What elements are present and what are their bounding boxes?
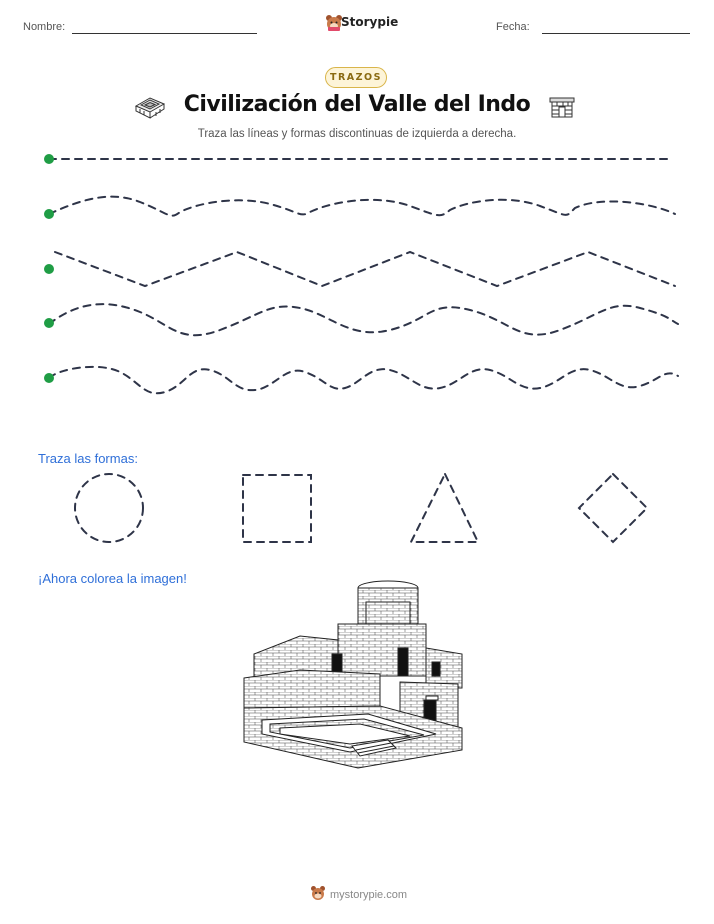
page-subtitle: Traza las líneas y formas discontinuas de izquierda a derecha.: [197, 128, 517, 140]
trace-line-soft-wave: [49, 197, 675, 216]
page-title: Civilización del Valle del Indo: [183, 92, 531, 117]
shapes-heading: Traza las formas:: [38, 451, 138, 466]
name-label: Nombre:: [23, 21, 66, 33]
name-field-line[interactable]: [72, 33, 257, 34]
trace-diamond: [579, 474, 647, 542]
trace-line-bumps: [49, 367, 678, 393]
date-field-line[interactable]: [542, 33, 690, 34]
building-icon: [548, 95, 576, 119]
ruins-icon: [132, 94, 168, 120]
trace-line-zigzag: [55, 252, 675, 286]
footer-bear-icon: [310, 885, 326, 901]
brand-logo: [325, 13, 399, 33]
brand-name: Storypie: [341, 15, 399, 29]
start-dot: [44, 264, 54, 274]
color-heading: ¡Ahora colorea la imagen!: [38, 571, 187, 586]
trace-line-wave: [49, 304, 678, 335]
start-dot: [44, 373, 54, 383]
start-dot: [44, 154, 54, 164]
start-dot: [44, 209, 54, 219]
trace-square: [243, 475, 311, 542]
indus-citadel-coloring-image: [240, 578, 476, 778]
trace-circle: [75, 474, 143, 542]
footer-url[interactable]: mystorypie.com: [330, 889, 408, 901]
date-label: Fecha:: [496, 21, 530, 33]
tracing-lines: [0, 140, 714, 400]
trace-triangle: [411, 474, 478, 542]
tracing-shapes: [0, 465, 714, 555]
start-dot: [44, 318, 54, 328]
trazos-badge: TRAZOS: [325, 67, 387, 88]
